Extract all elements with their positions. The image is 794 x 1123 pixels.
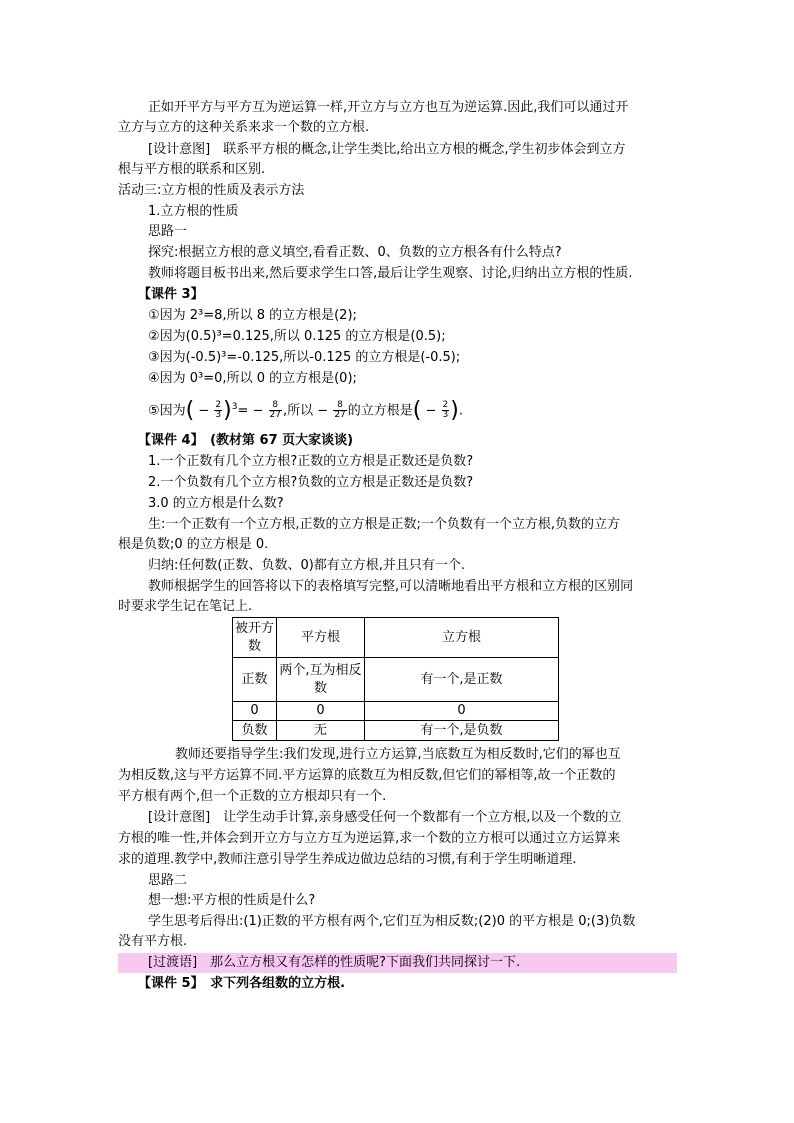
guidance-line3: 平方根有两个,但一个正数的立方根却只有一个. — [118, 789, 387, 804]
fraction-numerator: 8 — [269, 401, 282, 411]
guidance-line2: 为相反数,这与平方运算不同.平方运算的底数互为相反数,但它们的幂相等,故一个正数的 — [118, 768, 616, 783]
question-1: 1.一个正数有几个立方根?正数的立方根是正数还是负数? — [148, 454, 474, 469]
table-header-row — [233, 618, 559, 658]
table-header-cell: 平方根 — [277, 618, 365, 658]
cube-root-item-1: ①因为 2³=8,所以 8 的立方根是(2); — [148, 308, 357, 323]
fraction-denominator: 27 — [269, 410, 281, 421]
table-row — [233, 702, 559, 721]
left-paren-2: ( — [412, 397, 422, 423]
fraction-numerator: 2 — [442, 400, 449, 411]
item5-mid: ,所以 — [283, 403, 314, 419]
table-cell: 0 — [233, 702, 277, 721]
question-3: 3.0 的立方根是什么数? — [148, 496, 284, 511]
courseware-3-label: 【课件 3】 — [138, 287, 204, 302]
section-heading: 1.立方根的性质 — [148, 204, 239, 219]
paragraph-intro-line2: 立方与立方的这种关系来求一个数的立方根. — [118, 120, 370, 135]
idea-two-heading: 思路二 — [148, 873, 188, 888]
design-intent2-line3: 求的道理.教学中,教师注意引导学生养成边做边总结的习惯,有利于学生明晰道理. — [118, 852, 577, 867]
transition-text: [过渡语] 那么立方根又有怎样的性质呢?下面我们共同探讨一下. — [148, 955, 521, 970]
table-header-cell: 被开方数 — [233, 618, 277, 658]
teacher-table-line2: 时要求学生记在笔记上. — [118, 599, 253, 614]
design-intent2-line2: 方根的唯一性,并体会到开立方与立方互为逆运算,求一个数的立方根可以通过立方运算来 — [118, 831, 621, 846]
explore-text: 探究:根据立方根的意义填空,看看正数、0、负数的立方根各有什么特点? — [148, 245, 562, 260]
item5-prefix: ⑤因为 — [148, 403, 186, 419]
table-cell: 正数 — [233, 658, 277, 702]
courseware-5-label: 【课件 5】 求下列各组数的立方根. — [138, 976, 346, 991]
design-intent-line1: [设计意图] 联系平方根的概念,让学生类比,给出立方根的概念,学生初步体会到立方 — [148, 142, 626, 157]
design-intent-line2: 根与平方根的联系和区别. — [118, 162, 266, 177]
think-question: 想一想:平方根的性质是什么? — [148, 893, 316, 908]
table-cell: 有一个,是负数 — [365, 721, 559, 741]
teacher-instruction: 教师将题目板书出来,然后要求学生口答,最后让学生观察、讨论,归纳出立方根的性质. — [148, 266, 633, 281]
table-cell: 两个,互为相反数 — [277, 658, 365, 702]
student-answer-line2: 根是负数;0 的立方根是 0. — [118, 537, 269, 552]
table-row — [233, 658, 559, 702]
activity-heading: 活动三:立方根的性质及表示方法 — [118, 183, 305, 198]
table-row — [233, 721, 559, 741]
student-conclusion-line1: 学生思考后得出:(1)正数的平方根有两个,它们互为相反数;(2)0 的平方根是 0;(3)负数 — [148, 914, 636, 929]
courseware-4-label: 【课件 4】 (教材第 67 页大家谈谈) — [138, 433, 354, 448]
design-intent2-line1: [设计意图] 让学生动手计算,亲身感受任何一个数都有一个立方根,以及一个数的立 — [148, 810, 622, 825]
comparison-table — [232, 617, 559, 741]
fraction-eight-27ths-2 — [333, 401, 346, 420]
paragraph-intro-line1: 正如开平方与平方互为逆运算一样,开立方与立方也互为逆运算.因此,我们可以通过开 — [148, 100, 629, 115]
table-cell: 无 — [277, 721, 365, 741]
fraction-two-thirds — [214, 401, 222, 420]
question-2: 2.一个负数有几个立方根?负数的立方根是正数还是负数? — [148, 475, 474, 490]
student-answer-line1: 生:一个正数有一个立方根,正数的立方根是正数;一个负数有一个立方根,负数的立方 — [148, 517, 621, 532]
left-paren: ( — [185, 397, 195, 423]
cube-root-item-4: ④因为 0³=0,所以 0 的立方根是(0); — [148, 371, 357, 386]
cube-root-item-3: ③因为(-0.5)³=-0.125,所以-0.125 的立方根是(-0.5); — [148, 350, 461, 365]
summary-text: 归纳:任何数(正数、负数、0)都有立方根,并且只有一个. — [148, 558, 466, 573]
teacher-table-line1: 教师根据学生的回答将以下的表格填写完整,可以清晰地看出平方根和立方根的区别同 — [148, 579, 634, 594]
table-cell: 负数 — [233, 721, 277, 741]
fraction-denominator: 3 — [442, 410, 449, 421]
fraction-numerator: 8 — [333, 401, 346, 411]
guidance-line1: 教师还要指导学生:我们发现,进行立方运算,当底数互为相反数时,它们的幂也互 — [175, 747, 621, 762]
fraction-denominator: 27 — [334, 410, 346, 421]
table-cell: 0 — [365, 702, 559, 721]
student-conclusion-line2: 没有平方根. — [118, 934, 188, 949]
item5-post: 的立方根是 — [347, 403, 413, 419]
table-cell: 有一个,是正数 — [365, 658, 559, 702]
table-header-cell: 立方根 — [365, 618, 559, 658]
right-paren: ) — [223, 397, 232, 423]
right-paren-2: ) — [450, 397, 459, 423]
cube-root-item-2: ②因为(0.5)³=0.125,所以 0.125 的立方根是(0.5); — [148, 329, 446, 344]
table-cell: 0 — [277, 702, 365, 721]
cube-root-item-5: ⑤因为( − $\frac{2}{3}$ )$^3$= − $\frac{8}{27}$ ,所以 − $\frac{8}{27}$ 的立方根是( − $\frac{2}{3}$ ). — [148, 397, 464, 423]
cube-exponent: 3 — [231, 402, 238, 412]
fraction-numerator: 2 — [215, 400, 222, 411]
fraction-denominator: 3 — [215, 410, 222, 421]
fraction-two-thirds-2 — [442, 401, 450, 420]
idea-one-heading: 思路一 — [148, 224, 188, 239]
fraction-eight-27ths — [269, 401, 282, 420]
